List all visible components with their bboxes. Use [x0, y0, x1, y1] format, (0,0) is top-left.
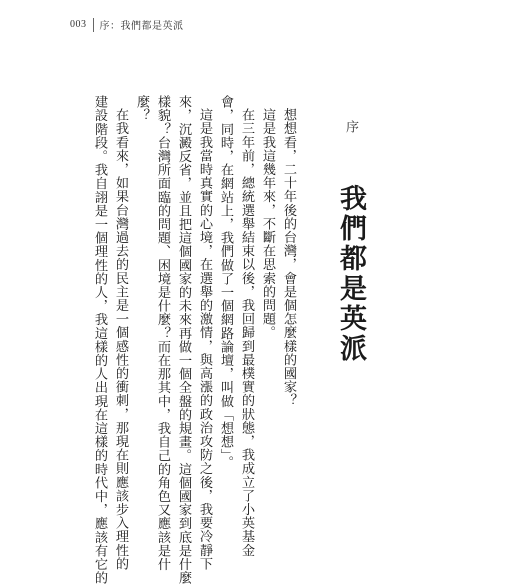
body-line: 這是我這幾年來，不斷在思索的問題。: [260, 108, 275, 340]
body-line: 建設階段。我自詡是一個理性的人，我這樣的人出現在這樣的時代中，應該有它的: [92, 95, 107, 585]
body-line: 麼？: [134, 95, 149, 123]
page-number: 003: [70, 19, 87, 30]
body-line: 會，同時，在網站上，我們做了一個網路論壇，叫做「想想」。: [218, 95, 233, 470]
running-header: [70, 17, 184, 32]
body-line: 這是我當時真實的心境，在選舉的激情，與高漲的政治攻防之後，我要冷靜下: [197, 108, 212, 571]
body-line: 樣貌？台灣所面臨的問題、困境是什麼？而在那其中，我自己的角色又應該是什: [155, 95, 170, 571]
chapter-heading: [331, 120, 370, 364]
body-text: [85, 95, 295, 585]
body-line: 來，沉澱反省，並且把這個國家的未來再做一個全盤的規畫。這個國家到底是什麼: [176, 95, 191, 585]
running-title: 序：我們都是英派: [99, 21, 184, 32]
chapter-kicker: 序: [343, 120, 358, 135]
chapter-title: 我們都是英派: [335, 184, 366, 364]
body-line: 想想看，二十年後的台灣，會是個怎麼樣的國家？: [281, 108, 296, 408]
header-divider: [93, 18, 94, 32]
body-line: 在我看來，如果台灣過去的民主是一個感性的衝刺，那現在則應該步入理性的: [113, 108, 128, 571]
body-line: 在三年前，總統選舉結束以後，我回歸到最樸實的狀態，我成立了小英基金: [239, 108, 254, 557]
